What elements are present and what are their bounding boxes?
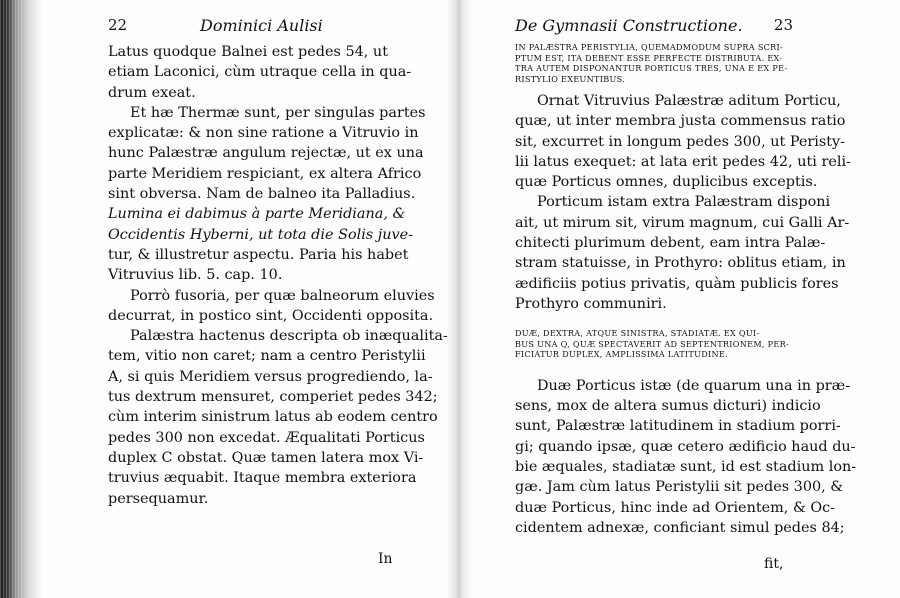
text-line: Occidentis Hyberni, ut tota die Solis juve-: [108, 226, 414, 243]
text-line: Porticum istam extra Palæstram disponi: [537, 194, 831, 211]
text-line: persequamur.: [108, 490, 209, 507]
text-line: ait, ut mirum sit, virum magnum, cui Galli Ar-: [515, 214, 850, 231]
paragraph: [515, 91, 851, 192]
text-line: duæ Porticus, hinc inde ad Orientem, & Oc-: [515, 499, 836, 516]
caps-line: BUS UNA Q, QUÆ SPECTAVERIT AD SEPTENTRIONEM, PER-: [515, 338, 790, 349]
text-line: quæ Porticus omnes, duplicibus exceptis.: [515, 174, 818, 191]
text-line: Lumina ei dabimus à parte Meridiana, &: [108, 206, 406, 223]
paragraph: [108, 286, 435, 327]
text-line: hunc Palæstræ angulum rejectæ, ut ex una: [108, 145, 424, 162]
caps-line: DUÆ, DEXTRA, ATQUE SINISTRA, STADIATÆ. EX QUI-: [515, 328, 760, 339]
text-line: tur, & illustretur aspectu. Paria his habet: [108, 246, 409, 263]
text-line: chitecti plurimum debent, eam intra Palæ-: [515, 235, 826, 252]
text-line: parte Meridiem respiciant, ex altera Africo: [108, 165, 422, 182]
text-line: gæ. Jam cùm latus Peristylii sit pedes 300, &: [515, 479, 844, 496]
text-line: drum exeat.: [108, 84, 196, 101]
caps-line: RISTYLIO EXEUNTIBUS.: [515, 73, 626, 84]
text-line: Palæstra hactenus descripta ob inæqualita-: [130, 328, 448, 345]
text-line: etiam Laconici, cùm utraque cella in qua-: [108, 64, 412, 81]
text-line: A, si quis Meridiem versus progrediendo, la-: [108, 368, 433, 385]
text-line: Et hæ Thermæ sunt, per singulas partes: [130, 104, 426, 121]
text-line: Porrò fusoria, per quæ balneorum eluvies: [130, 287, 435, 304]
catchword: In: [378, 551, 393, 567]
text-line: sint obversa. Nam de balneo ita Palladius.: [108, 186, 416, 203]
book-gutter: [446, 0, 472, 598]
left-page: [108, 0, 448, 509]
text-line: explicatæ: & non sine ratione a Vitruvio in: [108, 125, 419, 142]
text-line: Ornat Vitruvius Palæstræ aditum Porticu,: [537, 93, 842, 109]
catchword: fit,: [764, 556, 784, 572]
left-running-head: [108, 16, 432, 42]
paragraph: [515, 192, 850, 314]
text-line: truvius æquabit. Itaque membra exteriora: [108, 470, 417, 487]
right-running-head: [515, 16, 793, 42]
text-line: cùm interim sinistrum latus ab eodem centro: [108, 409, 438, 426]
paragraph: [108, 103, 432, 286]
text-line: lii latus exequet: at lata erit pedes 42, uti reli-: [515, 153, 851, 170]
page-number: 22: [108, 16, 128, 34]
caps-line: FICIATUR DUPLEX, AMPLISSIMA LATITUDINE.: [515, 349, 728, 360]
caps-line: TRA AUTEM DISPONANTUR PORTICUS TRES, UNA E EX PE-: [515, 63, 788, 73]
text-line: cidentem adnexæ, conficiant simul pedes 84;: [515, 519, 845, 536]
text-line: tus dextrum mensuret, comperiet pedes 342;: [108, 389, 438, 406]
paragraph: [515, 376, 857, 538]
text-line: tem, vitio non caret; nam a centro Peristylii: [108, 348, 426, 365]
text-line: bie æquales, stadiatæ sunt, id est stadium lon-: [515, 458, 857, 475]
text-line: quæ, ut inter membra justa commensus ratio: [515, 113, 846, 130]
text-line: Vitruvius lib. 5. cap. 10.: [108, 267, 283, 284]
text-line: Duæ Porticus istæ (de quarum una in præ-: [537, 377, 851, 394]
page-number: 23: [773, 16, 793, 34]
paragraph: [108, 42, 432, 103]
caps-line: PTUM EST, ITA DEBENT ESSE PERFECTE DISTRIBUTA. EX-: [515, 52, 783, 63]
text-line: gi; quando ipsæ, quæ cetero ædificio haud du-: [515, 438, 856, 455]
caps-line: IN PALÆSTRA PERISTYLIA, QUEMADMODUM SUPRA SCRI-: [515, 42, 784, 52]
running-title: De Gymnasii Constructione.: [515, 16, 743, 35]
paragraph: [108, 326, 448, 509]
page-edges: [0, 0, 22, 598]
text-line: sens, mox de altera sumus dicturi) indicio: [515, 398, 821, 415]
text-line: duplex C obstat. Quæ tamen latera mox Vi-: [108, 449, 424, 466]
text-line: sit, excurret in longum pedes 300, ut Peristy-: [515, 133, 846, 150]
text-line: decurrat, in postico sint, Occidenti opposita.: [108, 307, 434, 324]
vitruvius-quote-block: [515, 42, 793, 84]
right-page: [515, 0, 857, 538]
text-line: Prothyro communiri.: [515, 295, 667, 312]
text-line: sunt, Palæstræ latitudinem in stadium porri-: [515, 418, 841, 435]
running-title: Dominici Aulisi: [200, 16, 323, 35]
text-line: stram statuisse, in Prothyro: oblitus etiam, in: [515, 255, 846, 272]
text-line: Latus quodque Balnei est pedes 54, ut: [108, 44, 388, 60]
text-line: pedes 300 non excedat. Æqualitati Porticus: [108, 429, 425, 446]
text-line: ædificiis potius privatis, quàm publicis fores: [515, 275, 839, 292]
vitruvius-quote-block: [515, 328, 793, 360]
